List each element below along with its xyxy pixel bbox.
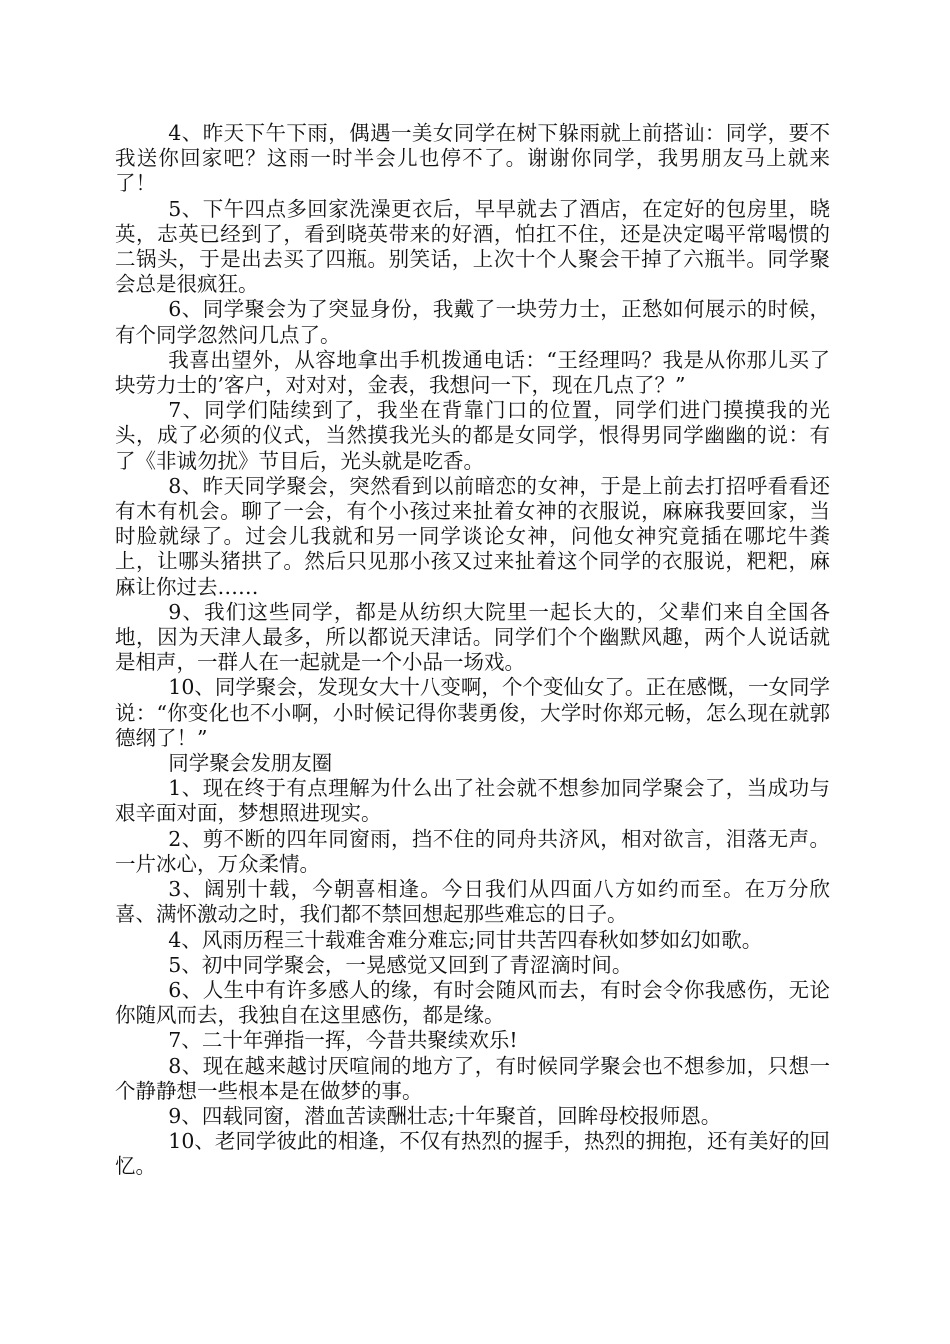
paragraph: 8、昨天同学聚会，突然看到以前暗恋的女神，于是上前去打招呼看看还有木有机会。聊了一会，有个小孩过来扯着女神的衣服说，麻麻我要回家，当时脸就绿了。过会儿我就和另一同学谈论女神，问他女神究竟插在哪坨牛粪上，让哪头猪拱了。然后只见那小孩又过来扯着这个同学的衣服说，粑粑，麻麻让你过去…… [115,473,830,599]
paragraph: 9、我们这些同学，都是从纺织大院里一起长大的，父辈们来自全国各地，因为天津人最多，所以都说天津话。同学们个个幽默风趣，两个人说话就是相声，一群人在一起就是一个小品一场戏。 [115,599,830,675]
paragraph: 4、风雨历程三十载难舍难分难忘;同甘共苦四春秋如梦如幻如歌。 [168,927,763,952]
section-heading: 同学聚会发朋友圈 [168,751,333,776]
paragraph: 7、同学们陆续到了，我坐在背靠门口的位置，同学们进门摸摸我的光头，成了必须的仪式，当然摸我光头的都是女同学，恨得男同学幽幽的说：有了《非诚勿扰》节目后，光头就是吃香。 [115,398,830,473]
paragraph: 5、初中同学聚会，一晃感觉又回到了青涩滴时间。 [168,952,633,977]
paragraph: 5、下午四点多回家洗澡更衣后，早早就去了酒店，在定好的包房里，晓英，志英已经到了，看到晓英带来的好酒，怕扛不住，还是决定喝平常喝惯的二锅头，于是出去买了四瓶。别笑话，上次十个人聚会干掉了六瓶半。同学聚会总是很疯狂。 [115,196,830,297]
paragraph: 6、同学聚会为了突显身份，我戴了一块劳力士，正愁如何展示的时候，有个同学忽然问几点了。 [115,297,830,347]
paragraph: 我喜出望外，从容地拿出手机拨通电话：“王经理吗？我是从你那儿买了块劳力士的’客户，对对对，金表，我想问一下，现在几点了？” [115,347,830,398]
paragraph: 4、昨天下午下雨，偶遇一美女同学在树下躲雨就上前搭讪：同学，要不我送你回家吧？这雨一时半会儿也停不了。谢谢你同学，我男朋友马上就来了！ [115,121,830,196]
paragraph: 2、剪不断的四年同窗雨，挡不住的同舟共济风，相对欲言，泪落无声。一片冰心，万众柔情。 [115,826,830,876]
paragraph: 1、现在终于有点理解为什么出了社会就不想参加同学聚会了，当成功与艰辛面对面，梦想照进现实。 [115,776,830,826]
paragraph: 6、人生中有许多感人的缘，有时会随风而去，有时会令你我感伤，无论你随风而去，我独自在这里感伤，都是缘。 [115,977,830,1028]
paragraph: 8、现在越来越讨厌喧闹的地方了，有时候同学聚会也不想参加，只想一个静静想一些根本是在做梦的事。 [115,1053,830,1103]
paragraph: 10、老同学彼此的相逢，不仅有热烈的握手，热烈的拥抱，还有美好的回忆。 [115,1129,830,1179]
paragraph: 9、四载同窗，潜血苦读酬壮志;十年聚首，回眸母校报师恩。 [168,1103,722,1128]
document-body [115,121,830,1180]
paragraph: 10、同学聚会，发现女大十八变啊，个个变仙女了。正在感慨，一女同学说：“你变化也不小啊，小时候记得你裴勇俊，大学时你郑元畅，怎么现在就郭德纲了！” [115,675,830,750]
paragraph: 3、阔别十载，今朝喜相逢。今日我们从四面八方如约而至。在万分欣喜、满怀激动之时，我们都不禁回想起那些难忘的日子。 [115,877,830,927]
paragraph: 7、二十年弹指一挥，今昔共聚续欢乐! [168,1028,518,1053]
